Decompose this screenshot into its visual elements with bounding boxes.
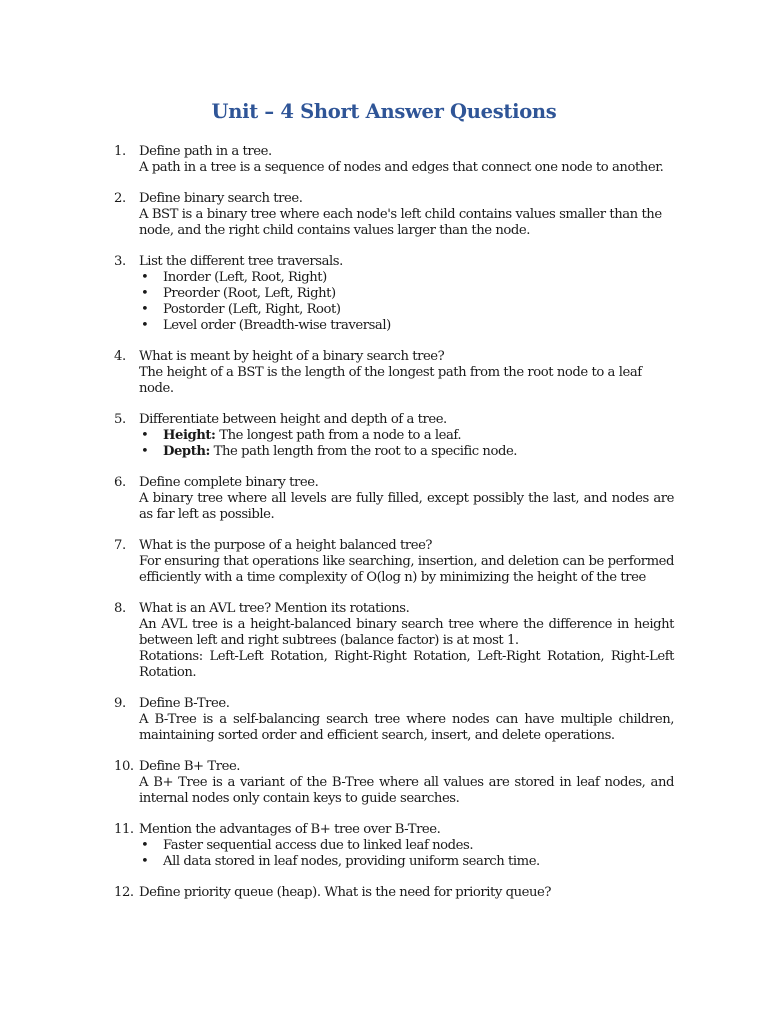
answer-text: A path in a tree is a sequence of nodes and edges that connect one node to another. bbox=[139, 160, 664, 175]
term-label: Height: bbox=[163, 428, 216, 443]
question-list bbox=[114, 144, 674, 916]
question-number: 1. bbox=[114, 144, 126, 159]
question-text: Mention the advantages of B+ tree over B-Tree. bbox=[139, 822, 441, 837]
bullet-icon: • bbox=[141, 270, 149, 285]
list-item bbox=[139, 428, 674, 444]
question-text: Differentiate between height and depth of a tree. bbox=[139, 412, 447, 427]
answer-text: A B+ Tree is a variant of the B-Tree where all values are stored in leaf nodes, and internal nodes only contain keys to guide searches. bbox=[139, 775, 674, 806]
bullet-list bbox=[139, 428, 674, 460]
list-item bbox=[139, 318, 674, 334]
question-item-12 bbox=[114, 885, 674, 901]
list-item bbox=[139, 302, 674, 318]
question-item-10 bbox=[114, 759, 674, 807]
question-number: 5. bbox=[114, 412, 126, 427]
question-number: 3. bbox=[114, 254, 126, 269]
list-item bbox=[139, 286, 674, 302]
question-item-11 bbox=[114, 822, 674, 870]
list-item-text: Postorder (Left, Right, Root) bbox=[163, 302, 341, 317]
question-text: Define priority queue (heap). What is the need for priority queue? bbox=[139, 885, 552, 900]
question-item-5 bbox=[114, 412, 674, 460]
rotations-text: Rotations: Left-Left Rotation, Right-Right Rotation, Left-Right Rotation, Right-Left Rotation. bbox=[139, 649, 674, 680]
question-item-6 bbox=[114, 475, 674, 523]
question-number: 9. bbox=[114, 696, 126, 711]
answer-text: For ensuring that operations like searching, insertion, and deletion can be performed efficiently with a time complexity of O(log n) by minimizing the height of the tree bbox=[139, 554, 674, 585]
question-item-4 bbox=[114, 349, 674, 397]
bullet-icon: • bbox=[141, 302, 149, 317]
question-number: 12. bbox=[114, 885, 134, 900]
question-text: Define binary search tree. bbox=[139, 191, 303, 206]
answer-text: A binary tree where all levels are fully filled, except possibly the last, and nodes are as far left as possible. bbox=[139, 491, 674, 522]
question-item-8 bbox=[114, 601, 674, 681]
list-item-text: Faster sequential access due to linked leaf nodes. bbox=[163, 838, 474, 853]
list-item bbox=[139, 838, 674, 854]
question-item-1 bbox=[114, 144, 674, 176]
question-number: 6. bbox=[114, 475, 126, 490]
bullet-icon: • bbox=[141, 286, 149, 301]
question-text: Define B-Tree. bbox=[139, 696, 230, 711]
question-number: 4. bbox=[114, 349, 126, 364]
term-description: The longest path from a node to a leaf. bbox=[215, 428, 462, 443]
question-text: Define path in a tree. bbox=[139, 144, 272, 159]
bullet-icon: • bbox=[141, 838, 149, 853]
question-text: List the different tree traversals. bbox=[139, 254, 343, 269]
term-description: The path length from the root to a specific node. bbox=[209, 444, 518, 459]
question-number: 8. bbox=[114, 601, 126, 616]
bullet-icon: • bbox=[141, 444, 149, 459]
bullet-icon: • bbox=[141, 854, 149, 869]
term-label: Depth: bbox=[163, 444, 210, 459]
list-item bbox=[139, 444, 674, 460]
question-text: What is the purpose of a height balanced tree? bbox=[139, 538, 433, 553]
answer-text: A BST is a binary tree where each node's left child contains values smaller than the node, and the right child contains values larger than the node. bbox=[139, 207, 662, 238]
list-item-text: All data stored in leaf nodes, providing uniform search time. bbox=[163, 854, 540, 869]
bullet-list bbox=[139, 270, 674, 334]
question-item-7 bbox=[114, 538, 674, 586]
question-item-9 bbox=[114, 696, 674, 744]
question-item-3 bbox=[114, 254, 674, 334]
list-item-text: Preorder (Root, Left, Right) bbox=[163, 286, 336, 301]
question-number: 2. bbox=[114, 191, 126, 206]
list-item-text: Inorder (Left, Root, Right) bbox=[163, 270, 327, 285]
answer-text: An AVL tree is a height-balanced binary search tree where the difference in height between left and right subtrees (balance factor) is at most 1. bbox=[139, 617, 674, 648]
answer-text: A B-Tree is a self-balancing search tree where nodes can have multiple children, maintaining sorted order and efficient search, insert, and delete operations. bbox=[139, 712, 674, 743]
question-text: Define complete binary tree. bbox=[139, 475, 319, 490]
bullet-list bbox=[139, 838, 674, 870]
list-item-text: Level order (Breadth-wise traversal) bbox=[163, 318, 391, 333]
page-title: Unit – 4 Short Answer Questions bbox=[211, 100, 557, 123]
question-number: 10. bbox=[114, 759, 134, 774]
answer-text: The height of a BST is the length of the longest path from the root node to a leaf node. bbox=[139, 365, 642, 396]
list-item bbox=[139, 270, 674, 286]
bullet-icon: • bbox=[141, 428, 149, 443]
question-text: What is an AVL tree? Mention its rotations. bbox=[139, 601, 410, 616]
question-text: Define B+ Tree. bbox=[139, 759, 241, 774]
list-item bbox=[139, 854, 674, 870]
question-text: What is meant by height of a binary search tree? bbox=[139, 349, 445, 364]
question-item-2 bbox=[114, 191, 674, 239]
question-number: 7. bbox=[114, 538, 126, 553]
question-number: 11. bbox=[114, 822, 134, 837]
bullet-icon: • bbox=[141, 318, 149, 333]
